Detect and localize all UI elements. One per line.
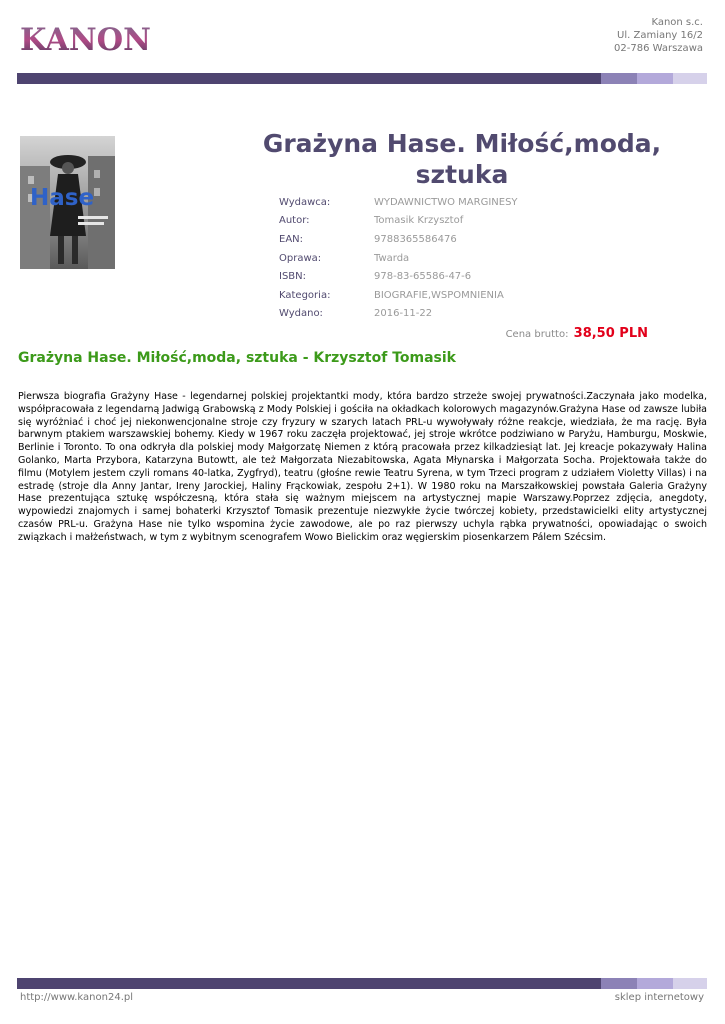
detail-value: 2016-11-22 <box>374 308 433 320</box>
kanon-logo[interactable] <box>20 20 152 56</box>
book-cover-image <box>20 136 115 269</box>
header-divider <box>17 73 707 84</box>
detail-label: Autor: <box>279 215 310 227</box>
company-name: Kanon s.c. <box>651 17 703 28</box>
company-city: 02-786 Warszawa <box>614 43 703 54</box>
price-value: 38,50 PLN <box>573 326 648 341</box>
detail-value: Tomasik Krzysztof <box>374 215 464 227</box>
detail-label: Wydano: <box>279 308 323 320</box>
detail-row-publisher <box>279 193 518 212</box>
detail-value: Twarda <box>374 252 410 264</box>
detail-label: Wydawca: <box>279 196 331 208</box>
book-subtitle: Grażyna Hase. Miłość,moda, sztuka - Krzysztof Tomasik <box>18 350 456 366</box>
svg-text:KANON: KANON <box>20 22 151 56</box>
footer-shop-text: sklep internetowy <box>614 992 704 1003</box>
book-title: Grażyna Hase. Miłość,moda, sztuka <box>262 129 662 189</box>
detail-value: WYDAWNICTWO MARGINESY <box>374 196 518 208</box>
book-details <box>279 193 518 323</box>
company-street: Ul. Zamiany 16/2 <box>617 30 703 41</box>
price-label: Cena brutto: <box>505 329 569 340</box>
detail-value: 9788365586476 <box>374 233 457 245</box>
detail-row-published <box>279 305 518 324</box>
svg-text:Hase: Hase <box>30 185 95 211</box>
detail-value: BIOGRAFIE,WSPOMNIENIA <box>374 289 504 301</box>
detail-row-category <box>279 286 518 305</box>
detail-row-ean <box>279 230 518 249</box>
detail-row-binding <box>279 249 518 268</box>
detail-row-author <box>279 212 518 231</box>
detail-label: EAN: <box>279 233 304 245</box>
detail-label: Oprawa: <box>279 252 322 264</box>
detail-row-isbn <box>279 267 518 286</box>
book-description: Pierwsza biografia Grażyny Hase - legendarnej polskiej projektantki mody, która bardzo strzeże swojej prywatności.Zaczynała jako modelka, współpracowała z legendarną Jadwigą Grabowską z Mody Polskiej i gościła na okładkach kolorowych magazynów.Grażyna Hase od zawsze lubiła się wyróżniać i choć jej niekonwencjonalne stroje czy fryzury w szarych latach PRL-u wywoływały różne reakcje, wiedziała, że ma rację. Była barwnym ptakiem warszawskiej bohemy. Kiedy w 1967 roku zaczęła projektować, jej stroje wkrótce podziwiano w Paryżu, Hamburgu, Moskwie, Berlinie i Toronto. To ona odkryła dla polskiej mody Małgorzatę Niemen z którą pracowała przez kilkadziesiąt lat. Jej kreacje pokazywały Halina Golanko, Marta Przybora, Katarzyna Butowtt, ale też Małgorzata Niezabitowska, Agata Młynarska i Małgorzata Socha. Projektowała także do filmu (Motylem jestem czyli romans 40-latka, Zygfryd), teatru (głośne rewie Teatru Syrena, w tym Trzeci program z udziałem Violetty Villas) i na estradę (stroje dla Anny Jantar, Ireny Jarockiej, Haliny Frąckowiak, zespołu 2+1). W 1980 roku na Marszałkowskiej powstała Galeria Grażyny Hase prezentująca sztukę współczesną, która stała się ważnym miejscem na artystycznej mapie Warszawy.Poprzez zdjęcia, anegdoty, wypowiedzi znajomych i samej bohaterki Krzysztof Tomasik prezentuje niezwykłe życie twórczej kobiety, przedstawicielki elity artystycznej czasów PRL-u. Grażyna Hase nie tylko wspomina życie zawodowe, ale po raz pierwszy uchyla rąbka prywatności, opowiadając o swoich związkach i małżeństwach, w tym z wybitnym scenografem Wowo Bielickim oraz węgierskim piosenkarzem Pálem Szécsim. <box>18 391 707 543</box>
detail-value: 978-83-65586-47-6 <box>374 271 472 283</box>
company-address <box>614 16 703 55</box>
footer-url-link[interactable]: http://www.kanon24.pl <box>20 992 133 1003</box>
footer-divider <box>17 978 707 989</box>
detail-label: Kategoria: <box>279 289 331 301</box>
price-block <box>506 326 648 341</box>
detail-label: ISBN: <box>279 271 307 283</box>
